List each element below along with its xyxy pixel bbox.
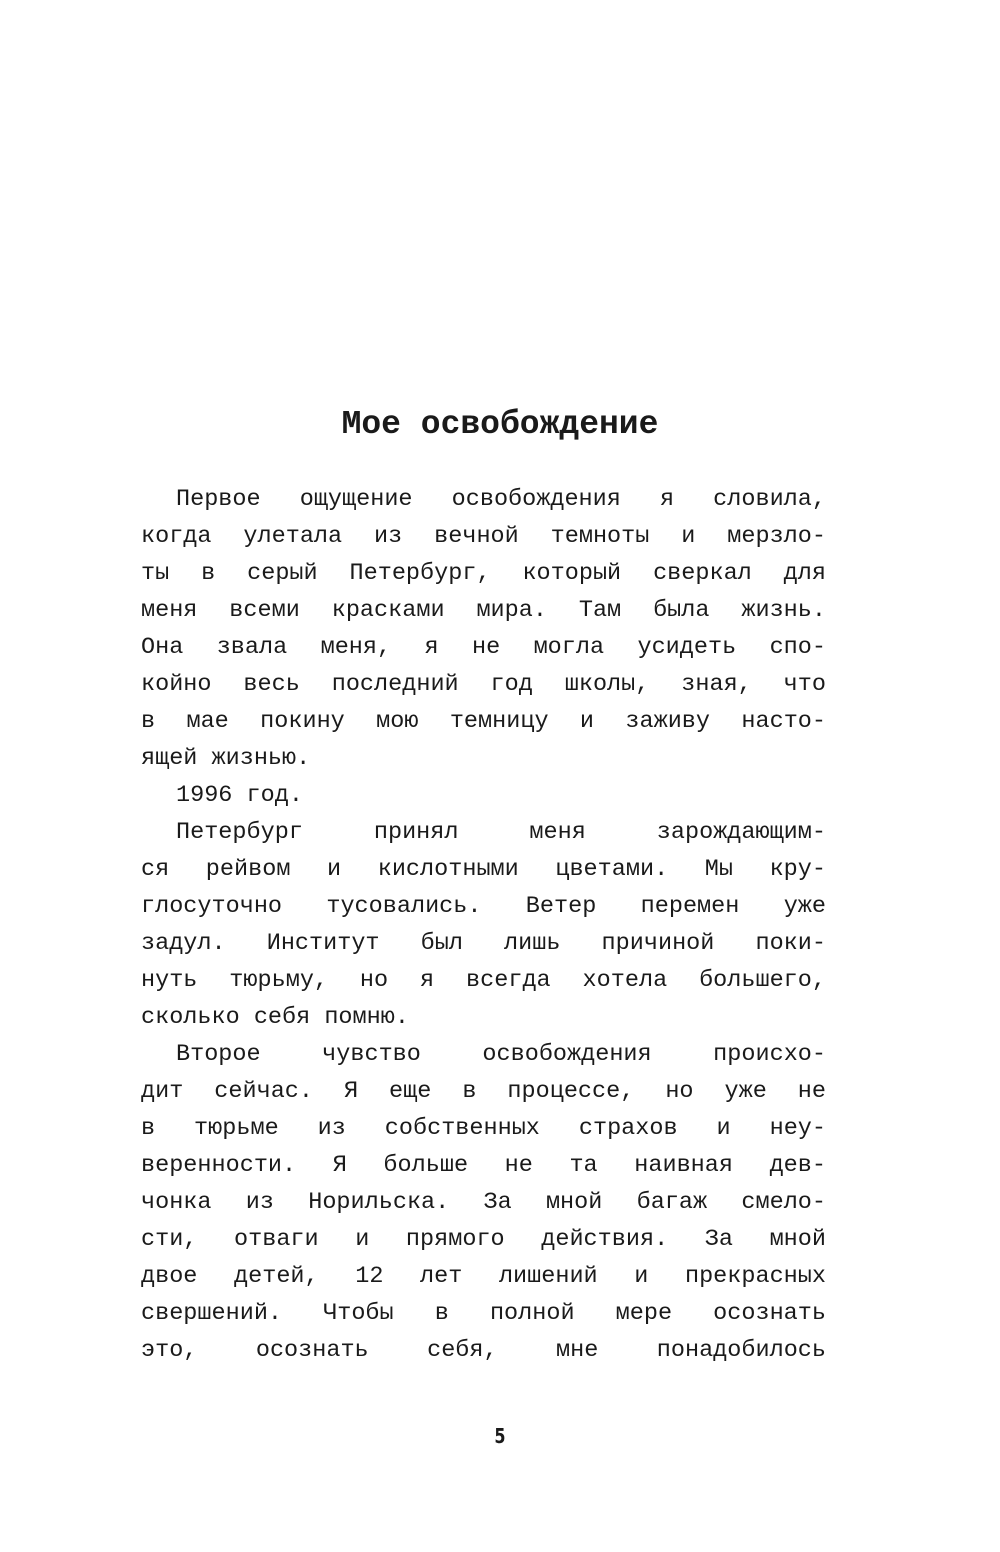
text-line: глосуточно тусовались. Ветер перемен уже: [141, 893, 826, 920]
text-line: Петербург принял меня зарождающим-: [176, 819, 826, 846]
text-line: Первое ощущение освобождения я словила,: [176, 486, 826, 513]
text-line: Второе чувство освобождения происхо-: [176, 1041, 826, 1068]
body-text: [141, 481, 826, 1369]
text-line: это, осознать себя, мне понадобилось: [141, 1337, 826, 1364]
text-line: свершений. Чтобы в полной мере осознать: [141, 1300, 826, 1327]
paragraph-4: [141, 1036, 826, 1369]
text-line: койно весь последний год школы, зная, что: [141, 671, 826, 698]
text-line: двое детей, 12 лет лишений и прекрасных: [141, 1263, 826, 1290]
paragraph-2: [141, 777, 826, 814]
text-line: дит сейчас. Я еще в процессе, но уже не: [141, 1078, 826, 1105]
text-line: ся рейвом и кислотными цветами. Мы кру-: [141, 856, 826, 883]
text-line: в тюрьме из собственных страхов и неу-: [141, 1115, 826, 1142]
text-line: задул. Институт был лишь причиной поки-: [141, 930, 826, 957]
text-line: ты в серый Петербург, который сверкал для: [141, 560, 826, 587]
chapter-title: Мое освобождение: [341, 406, 659, 443]
paragraph-1: [141, 481, 826, 777]
text-line: Она звала меня, я не могла усидеть спо-: [141, 634, 826, 661]
text-line: в мае покину мою темницу и заживу насто-: [141, 708, 826, 735]
text-line: веренности. Я больше не та наивная дев-: [141, 1152, 826, 1179]
text-line: сти, отваги и прямого действия. За мной: [141, 1226, 826, 1253]
text-line: чонка из Норильска. За мной багаж смело-: [141, 1189, 826, 1216]
text-line: меня всеми красками мира. Там была жизнь.: [141, 597, 826, 624]
paragraph-3: [141, 814, 826, 1036]
text-line: сколько себя помню.: [141, 1004, 409, 1031]
text-line: ящей жизнью.: [141, 745, 311, 772]
text-line: 1996 год.: [176, 782, 303, 809]
text-line: когда улетала из вечной темноты и мерзло-: [141, 523, 826, 550]
text-line: нуть тюрьму, но я всегда хотела большего,: [141, 967, 826, 994]
page-number: 5: [494, 1424, 506, 1448]
